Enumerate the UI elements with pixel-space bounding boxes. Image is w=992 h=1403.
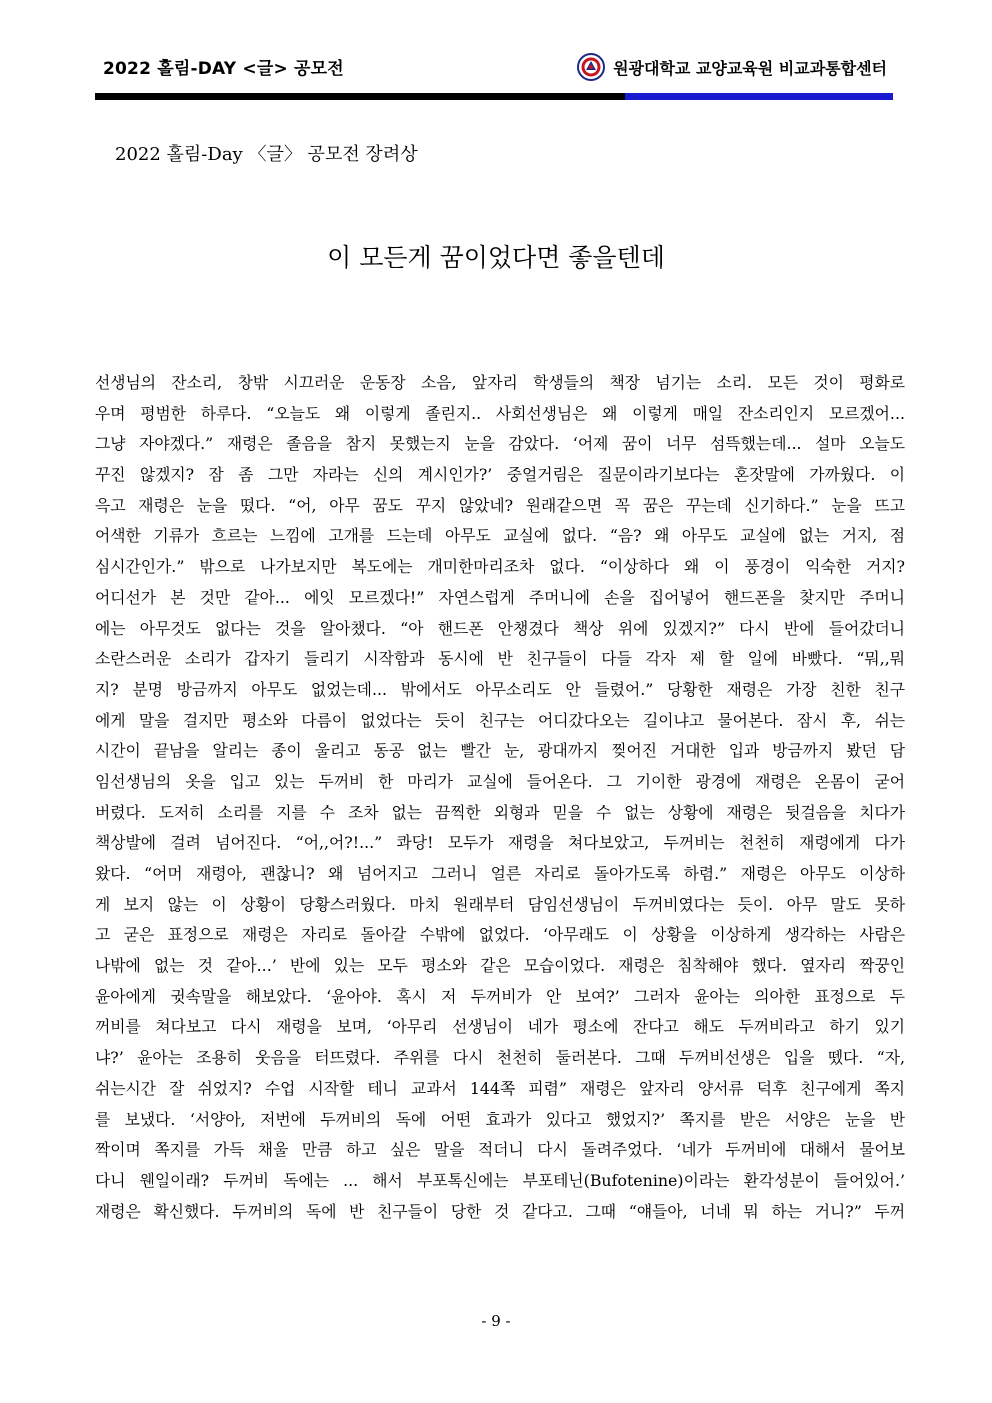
page-number: - 9 - [481,1312,511,1330]
body-line: 왔다. “어머 재령아, 괜찮니? 왜 넘어지고 그러니 얼른 자리로 돌아가도록 하렴.” 재령은 아무도 이상하 [95,864,905,883]
body-line: 나밖에 없는 것 같아...’ 반에 있는 모두 평소와 같은 모습이었다. 재령은 침착해야 했다. 옆자리 짝꿍인 [95,956,905,976]
university-seal-icon [577,53,605,81]
body-line: 에는 아무것도 없다는 것을 알아챘다. “아 핸드폰 안챙겼다 책상 위에 있겠지?” 다시 반에 들어갔더니 [95,618,905,638]
page-header [95,40,893,92]
body-line: 윽고 재령은 눈을 떴다. “어, 아무 꿈도 꾸지 않았네? 원래같으면 꼭 꿈은 꾸는데 신기하다.” 눈을 뜨고 [95,495,905,515]
header-org-name: 원광대학교 교양교육원 비교과통합센터 [613,58,887,78]
award-line: 2022 홀림-Day 〈글〉 공모전 장려상 [115,144,418,165]
body-line: 쉬는시간 잘 쉬었지? 수업 시작할 테니 교과서 144쪽 피렴” 재령은 앞자리 양서류 덕후 친구에게 쪽지 [95,1078,905,1098]
header-rule-blue [625,93,893,100]
body-line: 그냥 자야겠다.” 재령은 졸음을 참지 못했는지 눈을 감았다. ‘어제 꿈이 너무 섬뜩했는데... 설마 오늘도 [95,434,905,454]
body-line: 책상발에 걸려 넘어진다. “어,,어?!...” 콰당! 모두가 재령을 쳐다보았고, 두꺼비는 천천히 재령에게 다가 [95,833,905,853]
body-line: 재령은 확신했다. 두꺼비의 독에 반 친구들이 당한 것 같다고. 그때 “얘들아, 너네 뭐 하는 거니?” 두꺼 [95,1201,905,1221]
body-line: 냐?’ 윤아는 조용히 웃음을 터뜨렸다. 주위를 다시 천천히 둘러본다. 그때 두꺼비선생은 입을 뗐다. “자, [95,1048,905,1068]
body-line: 시간이 끝남을 알리는 종이 울리고 동공 없는 빨간 눈, 광대까지 찢어진 거대한 입과 방금까지 봤던 담 [95,741,905,761]
body-line: 심시간인가.” 밖으로 나가보지만 복도에는 개미한마리조차 없다. “이상하다 왜 이 풍경이 익숙한 거지? [95,557,905,577]
body-line: 소란스러운 소리가 갑자기 들리기 시작함과 동시에 반 친구들이 다들 각자 제 할 일에 바빴다. “뭐,,뭐 [95,649,905,669]
body-line: 어색한 기류가 흐르는 느낌에 고개를 드는데 아무도 교실에 없다. “음? 왜 아무도 교실에 없는 거지, 점 [95,526,905,546]
body-line: 를 보냈다. ‘서양아, 저번에 두꺼비의 독에 어떤 효과가 있다고 했었지?’ 쪽지를 받은 서양은 눈을 반 [95,1109,905,1129]
body-line: 꾸진 않겠지? 잠 좀 그만 자라는 신의 계시인가?’ 중얼거림은 질문이라기보다는 혼잣말에 가까웠다. 이 [95,465,905,485]
header-org [577,53,887,81]
body-line: 윤아에게 귓속말을 해보았다. ‘윤아야. 혹시 저 두꺼비가 안 보여?’ 그러자 윤아는 의아한 표정으로 두 [95,986,905,1006]
body-line: 다니 웬일이래? 두꺼비 독에는 ... 해서 부포톡신에는 부포테닌(Bufotenine)이라는 환각성분이 들어있어.’ [95,1170,905,1190]
essay-title: 이 모든게 꿈이었다면 좋을텐데 [327,243,665,272]
body-line: 고 굳은 표정으로 재령은 자리로 돌아갈 수밖에 없었다. ‘아무래도 이 상황을 이상하게 생각하는 사람은 [95,925,905,945]
header-title: 2022 홀림-DAY <글> 공모전 [103,59,344,79]
body-line: 짝이며 쪽지를 가득 채울 만큼 하고 싶은 말을 적더니 다시 돌려주었다. ‘네가 두꺼비에 대해서 물어보 [95,1140,905,1160]
body-line: 우며 평범한 하루다. “오늘도 왜 이렇게 졸린지.. 사회선생님은 왜 이렇게 매일 잔소리인지 모르겠어... [95,403,905,423]
body-line: 게 보지 않는 이 상황이 당황스러웠다. 마치 원래부터 담임선생님이 두꺼비였다는 듯이. 아무 말도 못하 [95,894,905,914]
body-line: 지? 분명 방금까지 아무도 없었는데... 밖에서도 아무소리도 안 들렸어.” 당황한 재령은 가장 친한 친구 [95,679,905,699]
body-line: 어디선가 본 것만 같아... 에잇 모르겠다!” 자연스럽게 주머니에 손을 집어넣어 핸드폰을 찾지만 주머니 [95,587,905,607]
header-rule-black [95,93,625,100]
body-line: 임선생님의 옷을 입고 있는 두꺼비 한 마리가 교실에 들어온다. 그 기이한 광경에 재령은 온몸이 굳어 [95,771,905,791]
body-line: 꺼비를 쳐다보고 다시 재령을 보며, ‘아무리 선생님이 네가 평소에 잔다고 해도 두꺼비라고 하기 있기 [95,1017,905,1037]
essay-body [95,368,905,1227]
body-line: 버렸다. 도저히 소리를 지를 수 조차 없는 끔찍한 외형과 믿을 수 없는 상황에 재령은 뒷걸음을 치다가 [95,802,905,822]
body-line: 선생님의 잔소리, 창밖 시끄러운 운동장 소음, 앞자리 학생들의 책장 넘기는 소리. 모든 것이 평화로 [95,373,905,392]
body-line: 에게 말을 걸지만 평소와 다름이 없었다는 듯이 친구는 어디갔다오는 길이냐고 물어본다. 잠시 후, 쉬는 [95,710,905,730]
